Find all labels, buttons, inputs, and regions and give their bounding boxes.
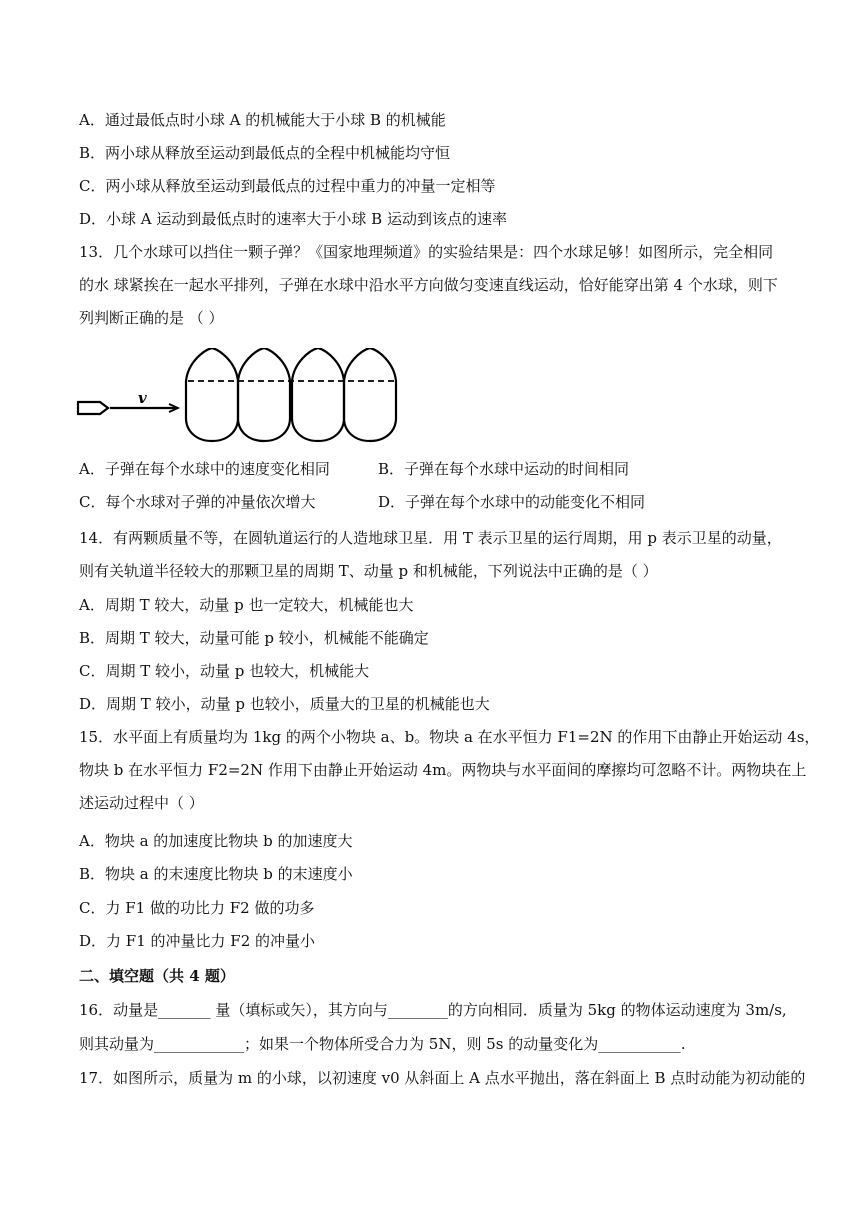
velocity-label: v — [138, 389, 147, 407]
q13-option-a: A．子弹在每个水球中的速度变化相同 — [79, 460, 330, 478]
q15-option-c: C．力 F1 做的功比力 F2 做的功多 — [79, 899, 315, 917]
q12-option-c: C．两小球从释放至运动到最低点的过程中重力的冲量一定相等 — [79, 177, 496, 195]
water-balls-figure — [76, 348, 416, 452]
bullet-icon — [78, 402, 108, 414]
q14-option-c: C．周期 T 较小，动量 p 也较大，机械能大 — [79, 662, 370, 680]
q15-option-d: D．力 F1 的冲量比力 F2 的冲量小 — [79, 932, 316, 950]
q12-option-d: D．小球 A 运动到最低点时的速率大于小球 B 运动到该点的速率 — [79, 210, 507, 228]
q15-option-b: B．物块 a 的末速度比物块 b 的末速度小 — [79, 865, 353, 883]
q16-line-2: 则其动量为____________；如果一个物体所受合力为 5N，则 5s 的动量变化为___________. — [79, 1035, 686, 1053]
water-ball-2 — [238, 348, 290, 441]
q13-option-b: B．子弹在每个水球中运动的时间相同 — [378, 460, 630, 478]
q14-option-b: B．周期 T 较大，动量可能 p 较小，机械能不能确定 — [79, 629, 429, 647]
q14-stem-line-1: 14．有两颗质量不等，在圆轨道运行的人造地球卫星．用 T 表示卫星的运行周期，用 p 表示卫星的动量， — [79, 529, 782, 547]
q17-line-1: 17．如图所示，质量为 m 的小球，以初速度 v0 从斜面上 A 点水平抛出，落在斜面上 B 点时动能为初动能的 — [79, 1069, 806, 1087]
q15-stem-line-2: 物块 b 在水平恒力 F2=2N 作用下由静止开始运动 4m。两物块与水平面间的摩擦均可忽略不计。两物块在上 — [79, 761, 807, 779]
water-ball-1 — [186, 348, 238, 441]
q13-stem-line-2: 的水 球紧挨在一起水平排列，子弹在水球中沿水平方向做匀变速直线运动，恰好能穿出第 4 个水球，则下 — [79, 276, 778, 294]
q15-stem-line-3: 述运动过程中（ ） — [79, 794, 204, 812]
q15-option-a: A．物块 a 的加速度比物块 b 的加速度大 — [79, 832, 353, 850]
q13-option-d: D．子弹在每个水球中的动能变化不相同 — [378, 493, 646, 511]
q12-option-b: B．两小球从释放至运动到最低点的全程中机械能均守恒 — [79, 144, 451, 162]
q15-stem-line-1: 15．水平面上有质量均为 1kg 的两个小物块 a、b。物块 a 在水平恒力 F1=2N 的作用下由静止开始运动 4s， — [79, 728, 820, 746]
q13-stem-line-1: 13．几个水球可以挡住一颗子弹？《国家地理频道》的实验结果是：四个水球足够！如图所示，完全相同 — [79, 243, 774, 261]
water-ball-4 — [344, 348, 396, 441]
water-ball-3 — [292, 348, 344, 441]
q16-line-1: 16．动量是_______ 量（填标或矢），其方向与________的方向相同．质量为 5kg 的物体运动速度为 3m/s, — [79, 1001, 787, 1019]
q14-option-a: A．周期 T 较大，动量 p 也一定较大，机械能也大 — [79, 596, 414, 614]
q12-option-a: A．通过最低点时小球 A 的机械能大于小球 B 的机械能 — [79, 111, 446, 129]
q13-stem-line-3: 列判断正确的是 （ ） — [79, 309, 224, 327]
section-title: 二、填空题（共 4 题） — [79, 967, 235, 985]
q13-option-c: C．每个水球对子弹的冲量依次增大 — [79, 493, 316, 511]
q14-stem-line-2: 则有关轨道半径较大的那颗卫星的周期 T、动量 p 和机械能，下列说法中正确的是（ ） — [79, 562, 658, 580]
q14-option-d: D．周期 T 较小，动量 p 也较小，质量大的卫星的机械能也大 — [79, 695, 490, 713]
